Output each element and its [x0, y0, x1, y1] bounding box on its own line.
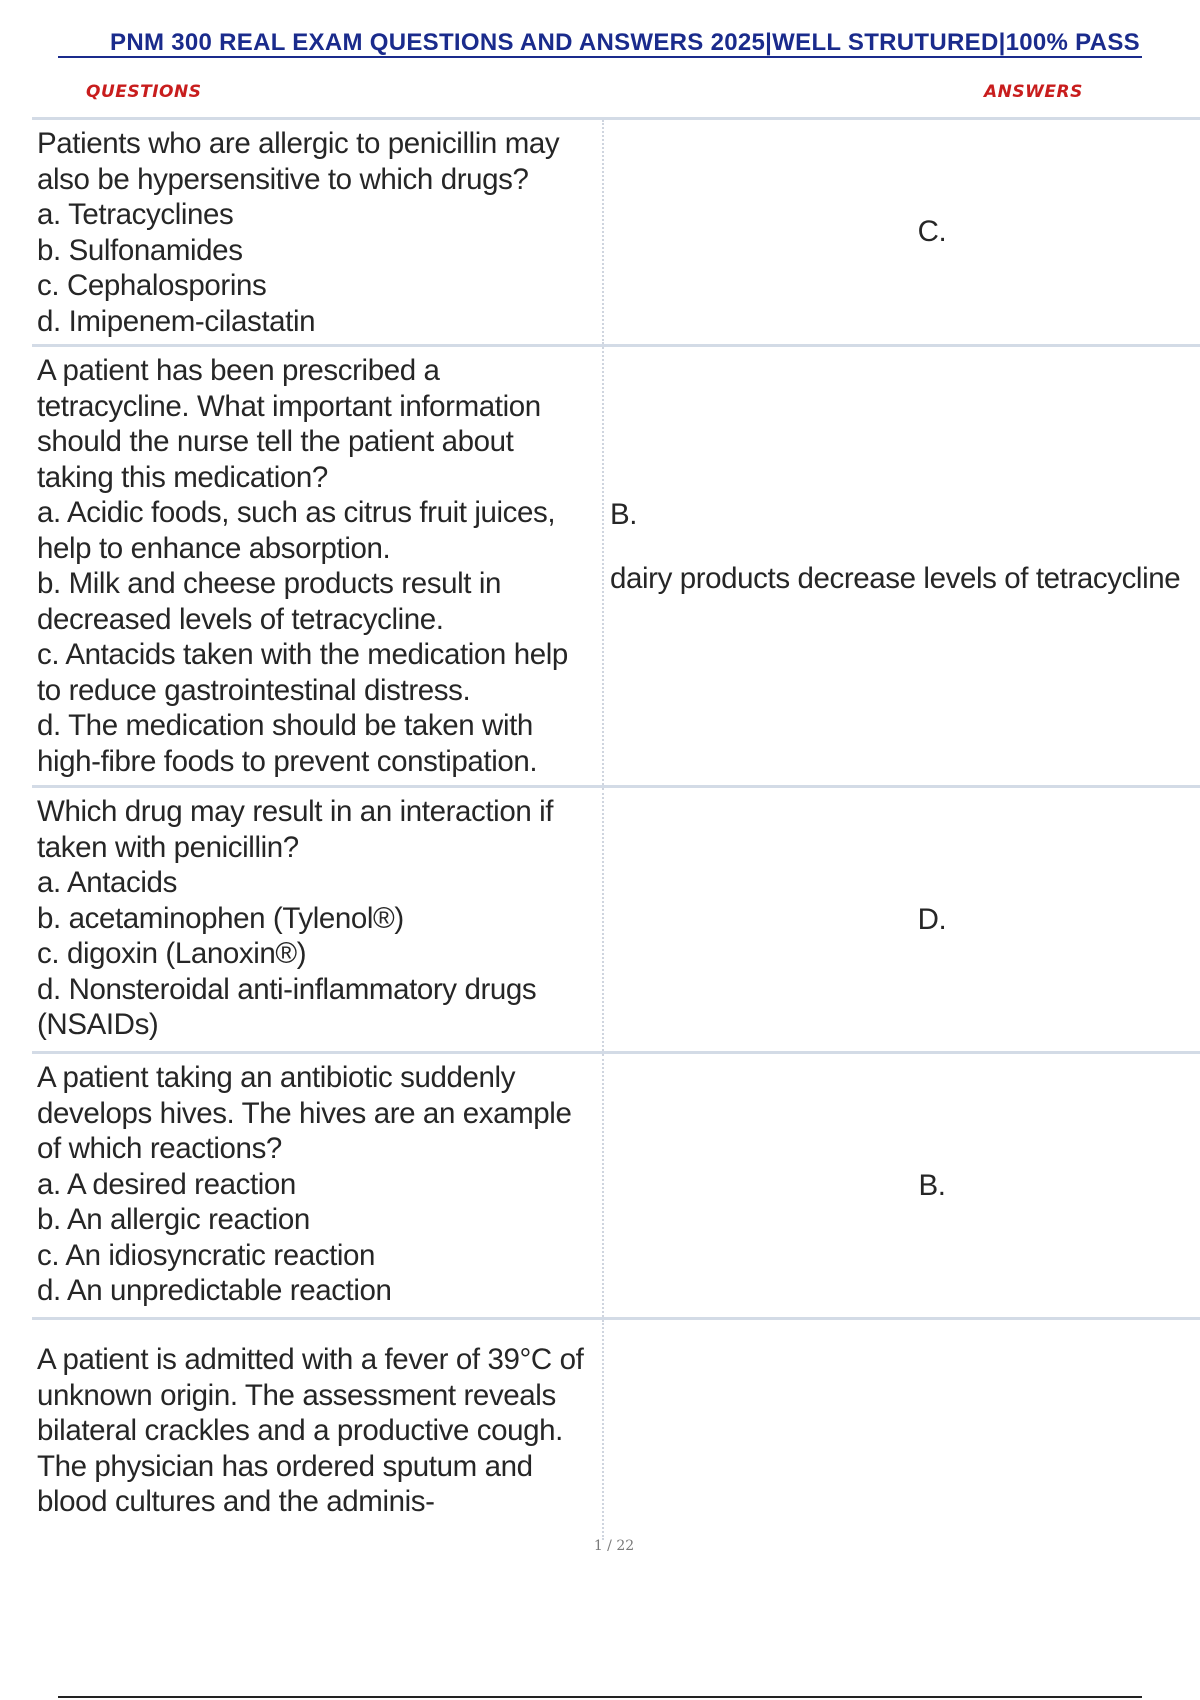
option-d: d. The medication should be taken with high-fibre foods to prevent constipation.	[37, 709, 538, 778]
question-cell	[32, 1054, 604, 1317]
answers-column-header: ANSWERS	[984, 82, 1083, 102]
questions-column-header: QUESTIONS	[86, 82, 202, 102]
answer-cell	[604, 120, 1200, 344]
footer-rule	[58, 1696, 1142, 1698]
question-cell	[32, 120, 604, 344]
answer-cell	[604, 347, 1200, 785]
option-b: b. An allergic reaction	[37, 1203, 310, 1236]
question-cell	[32, 347, 604, 785]
option-d: d. Nonsteroidal anti-inflammatory drugs (NSAIDs)	[37, 972, 537, 1041]
answer-letter: B.	[610, 498, 638, 531]
question-text: Patients who are allergic to penicillin may also be hypersensitive to which drugs?	[37, 127, 560, 196]
question-cell	[32, 788, 604, 1051]
option-b: b. acetaminophen (Tylenol®)	[37, 901, 404, 935]
option-a: a. Tetracyclines	[37, 198, 234, 231]
option-c: c. An idiosyncratic reaction	[37, 1238, 376, 1272]
option-d: d. Imipenem-cilastatin	[37, 304, 316, 338]
answer-rationale: dairy products decrease levels of tetracycline	[610, 561, 1181, 595]
option-a: a. A desired reaction	[37, 1167, 296, 1201]
answer-letter: C.	[917, 215, 947, 249]
page-number: 1 / 22	[593, 1538, 635, 1554]
option-b: b. Milk and cheese products result in decreased levels of tetracycline.	[37, 567, 501, 636]
table-row	[32, 1317, 1200, 1540]
option-c: c. digoxin (Lanoxin®)	[37, 937, 307, 970]
question-text: A patient taking an antibiotic suddenly develops hives. The hives are an example of which reactions?	[37, 1061, 572, 1165]
title-underline	[58, 56, 1142, 58]
question-cell	[32, 1320, 604, 1540]
table-row	[32, 117, 1200, 344]
option-b: b. Sulfonamides	[37, 233, 243, 267]
table-row	[32, 785, 1200, 1051]
question-text: A patient has been prescribed a tetracycline. What important information should the nurse tell the patient about taking this medication?	[37, 354, 541, 494]
answer-letter: B.	[918, 1168, 946, 1202]
table-row	[32, 1051, 1200, 1317]
answer-letter: D.	[917, 902, 947, 936]
answer-cell	[604, 1320, 1200, 1540]
table-row	[32, 344, 1200, 785]
question-text: Which drug may result in an interaction if taken with penicillin?	[37, 795, 554, 864]
option-c: c. Cephalosporins	[37, 269, 267, 302]
option-a: a. Antacids	[37, 866, 177, 899]
option-c: c. Antacids taken with the medication help to reduce gastrointestinal distress.	[37, 638, 568, 707]
answer-cell	[604, 1054, 1200, 1317]
answer-cell	[604, 788, 1200, 1051]
question-text: A patient is admitted with a fever of 39°C of unknown origin. The assessment reveals bilateral crackles and a productive cough. The physician has ordered sputum and blood cultures and the adminis-	[37, 1343, 584, 1518]
option-a: a. Acidic foods, such as citrus fruit juices, help to enhance absorption.	[37, 496, 556, 565]
qa-table	[32, 117, 1200, 1540]
document-title: PNM 300 REAL EXAM QUESTIONS AND ANSWERS 2025|WELL STRUTURED|100% PASS	[110, 29, 1140, 56]
option-d: d. An unpredictable reaction	[37, 1274, 392, 1307]
